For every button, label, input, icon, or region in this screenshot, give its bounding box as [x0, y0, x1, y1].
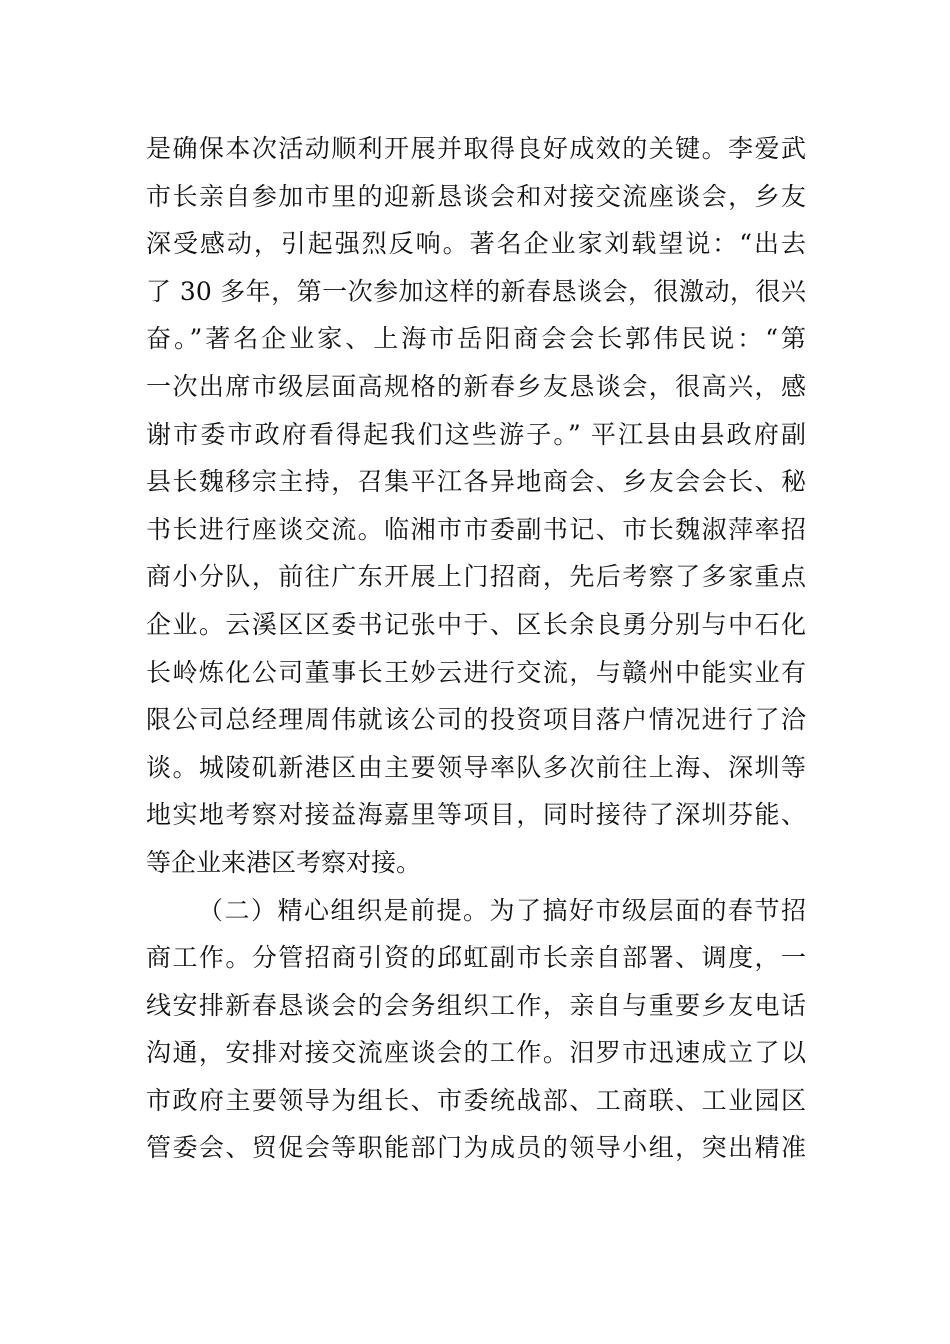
text-line: 谈。城陵矶新港区由主要领导率队多次前往上海、深圳等 — [146, 752, 806, 782]
text-line: 深受感动，引起强烈反响。著名企业家刘载望说：“出去 — [146, 229, 806, 259]
body-text — [146, 125, 806, 1172]
text-line: 企业。云溪区区委书记张中于、区长余良勇分别与中石化 — [146, 609, 806, 639]
text-line: 书长进行座谈交流。临湘市市委副书记、市长魏淑萍率招 — [146, 514, 806, 544]
text-line: 线安排新春恳谈会的会务组织工作，亲自与重要乡友电话 — [146, 990, 806, 1020]
text-line: 是确保本次活动顺利开展并取得良好成效的关键。李爱武 — [146, 134, 806, 163]
text-line: 县长魏移宗主持，召集平江各异地商会、乡友会会长、秘 — [146, 467, 806, 497]
section-heading-line: （二）精心组织是前提。为了搞好市级层面的春节招 — [198, 895, 806, 925]
text-line: 商工作。分管招商引资的邱虹副市长亲自部署、调度，一 — [146, 943, 806, 973]
text-line: 限公司总经理周伟就该公司的投资项目落户情况进行了洽 — [146, 705, 806, 735]
text-line: 市政府主要领导为组长、市委统战部、工商联、工业园区 — [146, 1085, 806, 1115]
text-line: 一次出席市级层面高规格的新春乡友恳谈会，很高兴，感 — [146, 371, 806, 401]
text-line: 商小分队，前往广东开展上门招商，先后考察了多家重点 — [146, 562, 806, 592]
text-line: 谢市委市政府看得起我们这些游子。” 平江县由县政府副 — [146, 419, 806, 449]
text-line: 市长亲自参加市里的迎新恳谈会和对接交流座谈会，乡友 — [146, 181, 806, 211]
text-line: 奋。”著名企业家、上海市岳阳商会会长郭伟民说：“第 — [146, 324, 806, 354]
text-line: 管委会、贸促会等职能部门为成员的领导小组，突出精准 — [146, 1133, 806, 1163]
text-line: 地实地考察对接益海嘉里等项目，同时接待了深圳芬能、 — [146, 800, 806, 830]
text-line: 等企业来港区考察对接。 — [146, 847, 422, 877]
text-line: 长岭炼化公司董事长王妙云进行交流，与赣州中能实业有 — [146, 657, 806, 687]
text-line: 沟通，安排对接交流座谈会的工作。汨罗市迅速成立了以 — [146, 1038, 806, 1068]
text-line: 了 30 多年，第一次参加这样的新春恳谈会，很激动，很兴 — [146, 276, 806, 306]
